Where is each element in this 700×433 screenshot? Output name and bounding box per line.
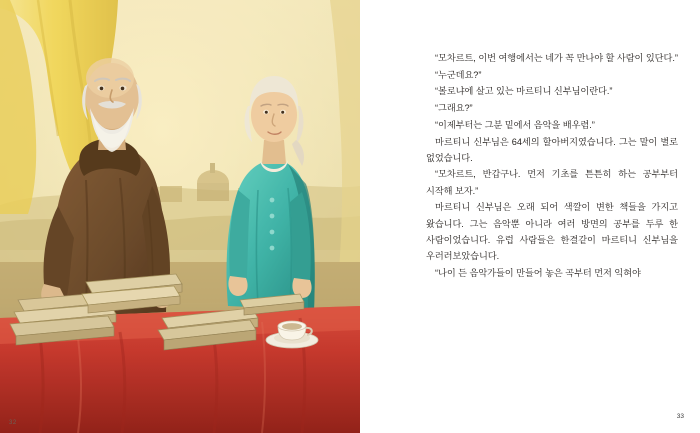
paragraph: “누군데요?”: [435, 69, 482, 80]
paragraph: “나이 든 음악가들이 만들어 놓은 곡부터 먼저 익혀야: [435, 267, 641, 278]
right-page: [360, 0, 700, 433]
paragraph: “그래요?”: [435, 103, 473, 114]
body-text: [426, 50, 678, 281]
page-number-left: 32: [9, 420, 17, 426]
paragraph: “이제부터는 그분 밑에서 음악을 배우렴.”: [435, 119, 595, 130]
paragraph: “모차르트, 이번 여행에서는 네가 꼭 만나야 할 사람이 있단다.”: [435, 53, 678, 63]
paragraph: 마르티니 신부님은 오래 되어 색깔이 변한 책들을 가지고 왔습니다. 그는 음악뿐 아니라 여러 방면의 공부를 두루 한 사람이었습니다. 유럽 사람들은 한결같이 마르티니 신부님을 우러러보았습니다.: [426, 202, 678, 261]
page-number-right: 33: [676, 413, 684, 420]
paragraph: “볼로냐에 살고 있는 마르티니 신부님이란다.”: [435, 86, 613, 97]
paragraph: 마르티니 신부님은 64세의 할아버지였습니다. 그는 말이 별로 없었습니다.: [426, 136, 678, 163]
paragraph: “모차르트, 반갑구나. 먼저 기초를 튼튼히 하는 공부부터 시작해 보자.”: [426, 169, 678, 196]
